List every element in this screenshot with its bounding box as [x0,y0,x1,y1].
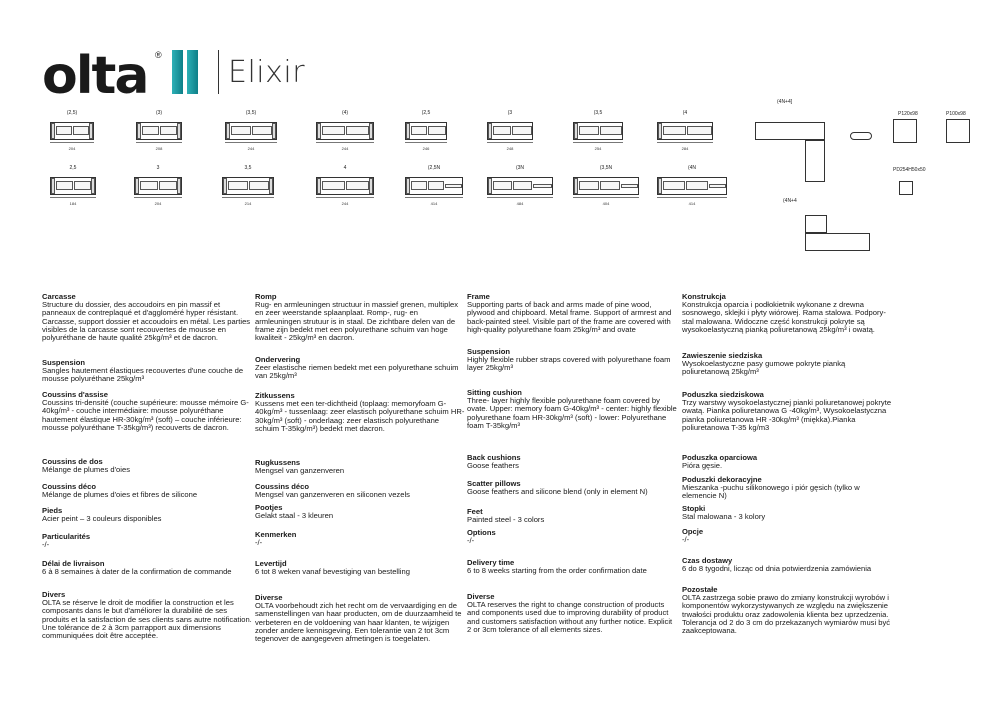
spec-section: Diverse OLTA voorbehoudt zich het recht om de vervaardiging en de samenstellingen van haar producten, om de duurzaamheid te verbeteren en de voldoening van haar klanten, te wijzigen zonder andere kennisgeving. Een tolerantie van 2 tot 3cm tegenover de aangegeven afmetingen is toegelaten. [255,593,462,644]
corner-sofa-drawing [805,140,825,182]
sofa-drawing: (2,5N 414 [405,177,463,195]
pouf-drawing [946,119,970,143]
spec-section: Carcasse Structure du dossier, des accoudoirs en pin massif et panneaux de contreplaqué et d'aggloméré hyper résistant. Carcasse, support dossier et accoudoirs en métal. Les parties visibles de la carcasse sont recouvertes de mousse en polyuréthane de haute qualité 25kg/m³ et de dacron. [42,292,251,343]
spec-section: Levertijd 6 tot 8 weken vanaf bevestiging van bestelling [255,559,410,577]
registered-mark: ® [155,50,162,60]
spec-section: Poduszka siedziskowa Trzy warstwy wysokoelastycznej pianki poliuretanowej pokryte owatą. Pianka poliuretanowa G -40kg/m³, Wysokoelastyczna pianka poliuretanowa HR -30kg/m³ (miękka).Pianka poliuretanowa T-35 kg/m3 [682,390,892,432]
pouf-label: PD254H50x50 [893,167,926,173]
spec-section: Sitting cushion Three- layer highly flexible polyurethane foam covered by ovate. Upper: memory foam G-40kg/m³ - center: highly flexible polyurethane foam HR-30kg/m³ (soft) - lower: Polyurethane foam T-35kg/m³ [467,388,677,430]
spec-section: Stopki Stal malowana - 3 kolory [682,504,766,522]
spec-section: Back cushions Goose feathers [467,453,521,471]
brand-logo: olta [42,46,148,106]
spec-section: Romp Rug- en armleuningen structuur in massief grenen, multiplex en zeer weerstande splaanplaat. Romp-, rug- en armleuningen strutuur is in staal. De zichtbare delen van de frame zijn bedekt met een polyurethane schuim van hoge kwaliteit - 25kg/m³ en dacron. [255,292,459,343]
pouf-drawing [899,181,913,195]
sofa-drawing: (4N 414 [657,177,727,195]
sofa-drawing: (3,5 254 [573,122,623,140]
product-name: Elixir [228,55,306,90]
sofa-drawing: (4) 244 [316,122,374,140]
spec-section: Diverse OLTA reserves the right to change construction of products and components used due to improving durability of product and customers satisfaction without any further notice. Explicit 2 or 3cm tolerance of all elements sizes. [467,592,673,634]
spec-section: Zawieszenie siedziska Wysokoelastyczne pasy gumowe pokryte pianką poliuretanową 25kg/m³ [682,351,846,377]
technical-drawings [0,0,992,290]
spec-section: Divers OLTA se réserve le droit de modifier la construction et les composants dans le but d'améliorer la durabilité de ses produits et la satisfaction de ses clients sans autre notification. Une tolérance de 2 à 3cm parrapport aux dimensions communiquées doit être acceptée. [42,590,252,641]
spec-section: Frame Supporting parts of back and arms made of pine wood, plywood and chipboard. Metal frame. Support of armrest and back-painted steel. Visible part of the frame are covered with high-quality polyurethane foam 25kg/m³ and ovate [467,292,672,334]
spec-section: Suspension Highly flexible rubber straps covered with polyurethane foam layer 25kg/m³ [467,347,671,373]
sofa-drawing: 3 204 [134,177,182,195]
sofa-drawing: 3,5 214 [222,177,274,195]
spec-section: Pootjes Gelakt staal - 3 kleuren [255,503,334,521]
spec-section: Particularités -/- [42,532,91,550]
spec-section: Zitkussens Kussens met een ter-dichtheid (toplaag: memoryfoam G-40kg/m³ - tussenlaag: zeer elastisch polyurethane schuim HR-30kg/m³ (soft) - onderlaag: zeer elastisch polyurethane schuim T-35kg/m³) bedekt met dacron. [255,391,465,433]
spec-section: Pieds Acier peint – 3 couleurs disponibles [42,506,162,524]
spec-section: Coussins de dos Mélange de plumes d'oies [42,457,130,475]
spec-section: Konstrukcja Konstrukcja oparcia i podłokietnik wykonane z drewna sosnowego, sklejki i płyty wiórowej. Rama stalowa. Podpory-stal malowana. Widoczne część konstrukcji pokryte są wysokoelastyczną pianką poliuretanową 25kg/m³ i owatą. [682,292,886,334]
sofa-drawing: (3 248 [487,122,533,140]
table-drawing [850,132,872,140]
pouf-label: P120x98 [898,111,918,117]
sofa-drawing: 4 244 [316,177,374,195]
spec-section: Scatter pillows Goose feathers and silicone blend (only in element N) [467,479,648,497]
spec-section: Opcje -/- [682,527,704,545]
sofa-drawing: (2,5 246 [405,122,447,140]
sofa-drawing: (3) 208 [136,122,182,140]
spec-section: Coussins déco Mengsel van ganzenveren en siliconen vezels [255,482,410,500]
corner-label: (4N+4 [783,198,797,204]
spec-section: Options -/- [467,528,496,546]
sofa-drawing: 2,5 184 [50,177,96,195]
spec-section: Kenmerken -/- [255,530,297,548]
corner-label: (4N+4] [777,99,793,105]
pouf-label: P100x98 [946,111,966,117]
sofa-drawing: (3,5) 244 [225,122,277,140]
spec-section: Pozostałe OLTA zastrzega sobie prawo do zmiany konstrukcji wyrobów i komponentów wykorzystywanych ze względu na zwiększenie trwałości produktu oraz zadowolenia klienta bez uprzedzenia. Tolerancja od 2 do 3 cm do przekazanych wymiarów musi być zaakceptowana. [682,585,891,636]
spec-section: Coussins d'assise Coussins tri-densité (couche supérieure: mousse mémoire G-40kg/m³ - couche intermédiaire: mousse polyuréthane hautement élastique HR-30kg/m³ (soft) – couche inférieure: mousse polyuréthane T-35kg/m³) recouverts de dacron. [42,390,249,432]
spec-section: Feet Painted steel - 3 colors [467,507,545,525]
spec-section: Czas dostawy 6 do 8 tygodni, licząc od dnia potwierdzenia zamówienia [682,556,872,574]
pouf-drawing [893,119,917,143]
corner-sofa-drawing [805,233,870,251]
spec-section: Rugkussens Mengsel van ganzenveren [255,458,345,476]
spec-section: Ondervering Zeer elastische riemen bedekt met een polyurethane schuim van 25kg/m³ [255,355,459,381]
spec-section: Coussins déco Mélange de plumes d'oies et fibres de silicone [42,482,198,500]
sofa-drawing: (3,5N 404 [573,177,639,195]
spec-section: Délai de livraison 6 à 8 semaines à dater de la confirmation de commande [42,559,232,577]
sofa-drawing: (2,5) 204 [50,122,94,140]
spec-section: Poduszka oparciowa Pióra gęsie. [682,453,758,471]
spec-section: Delivery time 6 to 8 weeks starting from the order confirmation date [467,558,647,576]
sofa-drawing: (4 284 [657,122,713,140]
spec-section: Poduszki dekoracyjne Mieszanka -puchu silikonowego i piór gęsich (tylko w elemencie N) [682,475,860,501]
sofa-drawing: (3N 484 [487,177,553,195]
corner-sofa-drawing [755,122,825,140]
spec-section: Suspension Sangles hautement élastiques recouvertes d'une couche de mousse polyuréthane 25kg/m³ [42,358,244,384]
corner-sofa-drawing [805,215,827,233]
